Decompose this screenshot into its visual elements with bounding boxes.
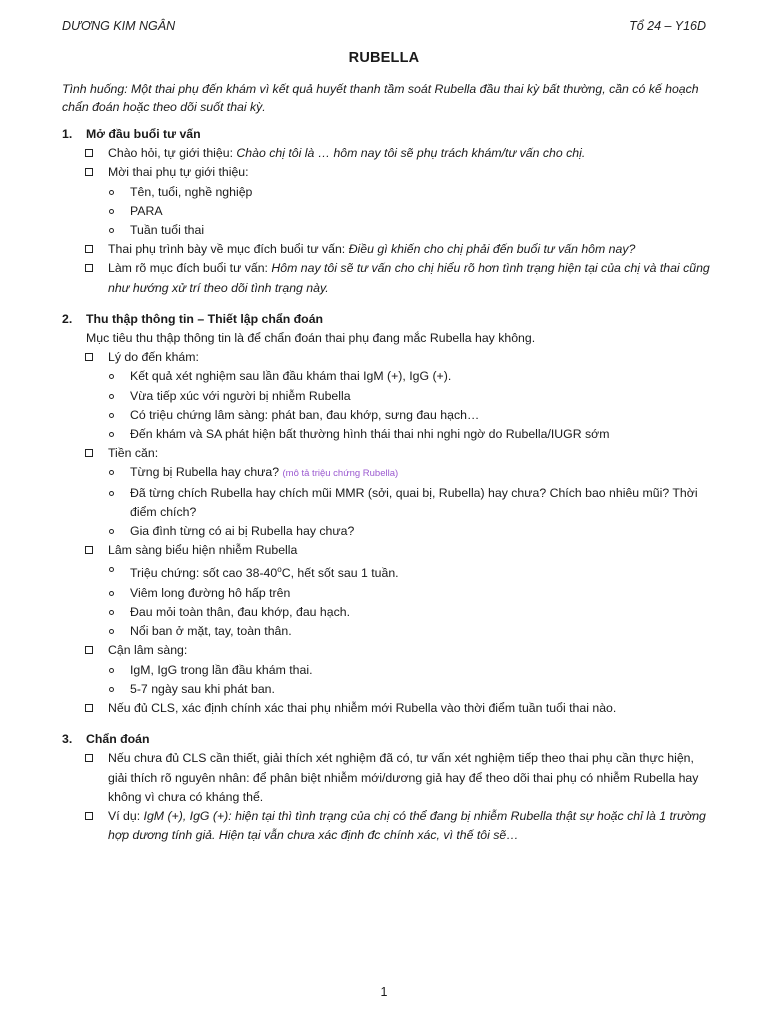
- item-text: Làm rõ mục đích buổi tư vấn:: [108, 261, 272, 276]
- sub-item-text: Đã từng chích Rubella hay chích mũi MMR (sởi, quai bị, Rubella) hay chưa? Chích bao nhiêu mũi? Thời điểm chích?: [130, 485, 698, 519]
- item-text: Tiền căn:: [108, 446, 159, 461]
- sub-item-text: PARA: [130, 203, 163, 218]
- bullet-circle-icon: [109, 591, 114, 596]
- bullet-circle-icon: [109, 470, 114, 475]
- section-number: 1.: [62, 127, 73, 141]
- sub-item-text: Tên, tuổi, nghề nghiệp: [130, 184, 253, 199]
- checkbox-icon[interactable]: [85, 646, 93, 654]
- header-group: Tổ 24 – Y16D: [629, 19, 706, 33]
- sub-item: [62, 560, 710, 583]
- sub-item: [62, 425, 710, 444]
- sub-item: [62, 622, 710, 641]
- item-text: Nếu chưa đủ CLS cần thiết, giải thích xét nghiệm đã có, tư vấn xét nghiệm tiếp theo thai phụ cần thực hiện, giải thích rõ nguyên nhân: để phân biệt nhiễm mới/dương giả hay để theo dõi thai phụ có nhiễm Rubella hay không vì chưa có kháng thể.: [108, 751, 699, 804]
- checkbox-icon[interactable]: [85, 546, 93, 554]
- section-heading-1: [62, 125, 710, 144]
- sub-item: [62, 584, 710, 603]
- item-text: Cận lâm sàng:: [108, 643, 188, 658]
- item-quote: Chào chị tôi là … hôm nay tôi sẽ phụ trách khám/tư vấn cho chị.: [236, 146, 586, 161]
- sub-item-text: 5-7 ngày sau khi phát ban.: [130, 681, 275, 696]
- bullet-circle-icon: [109, 432, 114, 437]
- bullet-circle-icon: [109, 668, 114, 673]
- sub-item: [62, 603, 710, 622]
- checklist-item: [62, 348, 710, 367]
- checklist-item: [62, 749, 710, 807]
- bullet-circle-icon: [109, 209, 114, 214]
- section-intro: Mục tiêu thu thập thông tin là để chẩn đoán thai phụ đang mắc Rubella hay không.: [86, 331, 536, 346]
- bullet-circle-icon: [109, 629, 114, 634]
- sub-item-text: Kết quả xét nghiệm sau lần đầu khám thai IgM (+), IgG (+).: [130, 369, 452, 384]
- sub-item: [62, 661, 710, 680]
- sub-item-text: Tuần tuổi thai: [130, 223, 205, 238]
- sub-item: [62, 484, 710, 522]
- annotation-note: (mô tả triệu chứng Rubella): [282, 468, 399, 480]
- checklist-item: [62, 144, 710, 163]
- sub-item-text: Đến khám và SA phát hiện bất thường hình thái thai nhi nghi ngờ do Rubella/IUGR sớm: [130, 427, 610, 442]
- sub-item: [62, 522, 710, 541]
- checklist-item: [62, 259, 710, 297]
- item-text: Lâm sàng biểu hiện nhiễm Rubella: [108, 543, 298, 558]
- sub-item-text: Vừa tiếp xúc với người bị nhiễm Rubella: [130, 388, 351, 403]
- sub-item-text: Gia đình từng có ai bị Rubella hay chưa?: [130, 524, 355, 539]
- bullet-circle-icon: [109, 567, 114, 572]
- bullet-circle-icon: [109, 610, 114, 615]
- item-text: Nếu đủ CLS, xác định chính xác thai phụ nhiễm mới Rubella vào thời điểm tuần tuổi thai nào.: [108, 700, 617, 715]
- checkbox-icon[interactable]: [85, 353, 93, 361]
- item-text: Mời thai phụ tự giới thiệu:: [108, 165, 249, 180]
- header-author: DƯƠNG KIM NGÂN: [62, 19, 176, 33]
- sub-item-text: Viêm long đường hô hấp trên: [130, 585, 291, 600]
- section-number: 2.: [62, 311, 73, 326]
- page-number: 1: [380, 985, 388, 999]
- item-quote: IgM (+), IgG (+): hiện tại thì tình trạng của chị có thể đang bị nhiễm Rubella thật sự hoặc chỉ là 1 trường hợp dương tính giả. Hiện tại vẫn chưa xác định đc chính xác, vì thế tôi sẽ…: [108, 809, 706, 843]
- item-text: Thai phụ trình bày về mục đích buổi tư vấn:: [108, 242, 349, 257]
- checklist-item: [62, 807, 710, 845]
- sub-item: [62, 680, 710, 699]
- document-body: [62, 125, 710, 845]
- item-text: Chào hỏi, tự giới thiệu:: [108, 146, 237, 161]
- sub-item: [62, 221, 710, 240]
- checklist-item: [62, 641, 710, 660]
- section-title: Mở đầu buổi tư vấn: [86, 127, 201, 141]
- section-title: Thu thập thông tin – Thiết lập chẩn đoán: [86, 311, 324, 326]
- checklist-item: [62, 444, 710, 463]
- bullet-circle-icon: [109, 687, 114, 692]
- section-heading-2: [62, 310, 710, 329]
- checkbox-icon[interactable]: [85, 245, 93, 253]
- checklist-item: [62, 240, 710, 259]
- item-quote: Hôm nay tôi sẽ tư vấn cho chị hiểu rõ hơn tình trạng hiện tại của chị và thai cũng như hướng xử trí theo dõi tình trạng này.: [108, 261, 710, 295]
- sub-item-text: Đau mỏi toàn thân, đau khớp, đau hạch.: [130, 604, 350, 619]
- bullet-circle-icon: [109, 190, 114, 195]
- item-quote: Điều gì khiến cho chị phải đến buổi tư vấn hôm nay?: [348, 242, 636, 257]
- checkbox-icon[interactable]: [85, 449, 93, 457]
- document-title: RUBELLA: [348, 50, 420, 66]
- sub-item-text-end: C, hết sốt sau 1 tuần.: [281, 566, 399, 581]
- sub-item: [62, 387, 710, 406]
- section-number: 3.: [62, 732, 73, 747]
- sub-item-text: IgM, IgG trong lần đầu khám thai.: [130, 662, 313, 677]
- checkbox-icon[interactable]: [85, 264, 93, 272]
- bullet-circle-icon: [109, 394, 114, 399]
- checkbox-icon[interactable]: [85, 149, 93, 157]
- sub-item-text: Từng bị Rubella hay chưa?: [130, 465, 283, 480]
- checklist-item: [62, 541, 710, 560]
- checkbox-icon[interactable]: [85, 704, 93, 712]
- checkbox-icon[interactable]: [85, 754, 93, 762]
- bullet-circle-icon: [109, 374, 114, 379]
- sub-item: [62, 367, 710, 386]
- sub-item: [62, 463, 710, 483]
- checkbox-icon[interactable]: [85, 812, 93, 820]
- degree-sup: o: [277, 565, 282, 575]
- bullet-circle-icon: [109, 529, 114, 534]
- item-text: Lý do đến khám:: [108, 350, 199, 365]
- sub-item: [62, 183, 710, 202]
- case-intro: Tình huống: Một thai phụ đến khám vì kết quả huyết thanh tầm soát Rubella đầu thai kỳ bất thường, cần có kế hoạch chẩn đoán hoặc theo dõi suốt thai kỳ.: [62, 82, 699, 114]
- section-heading-3: [62, 730, 710, 749]
- sub-item-text: Nổi ban ở mặt, tay, toàn thân.: [130, 624, 292, 639]
- item-text: Ví dụ:: [108, 809, 144, 823]
- bullet-circle-icon: [109, 491, 114, 496]
- bullet-circle-icon: [109, 413, 114, 418]
- section-title: Chẩn đoán: [86, 732, 150, 747]
- checklist-item: [62, 699, 710, 718]
- sub-item: [62, 406, 710, 425]
- sub-item-text: Có triệu chứng lâm sàng: phát ban, đau khớp, sưng đau hạch…: [130, 407, 480, 422]
- checkbox-icon[interactable]: [85, 168, 93, 176]
- sub-item-text: Triệu chứng: sốt cao 38-40: [130, 566, 278, 581]
- bullet-circle-icon: [109, 228, 114, 233]
- checklist-item: [62, 163, 710, 182]
- sub-item: [62, 202, 710, 221]
